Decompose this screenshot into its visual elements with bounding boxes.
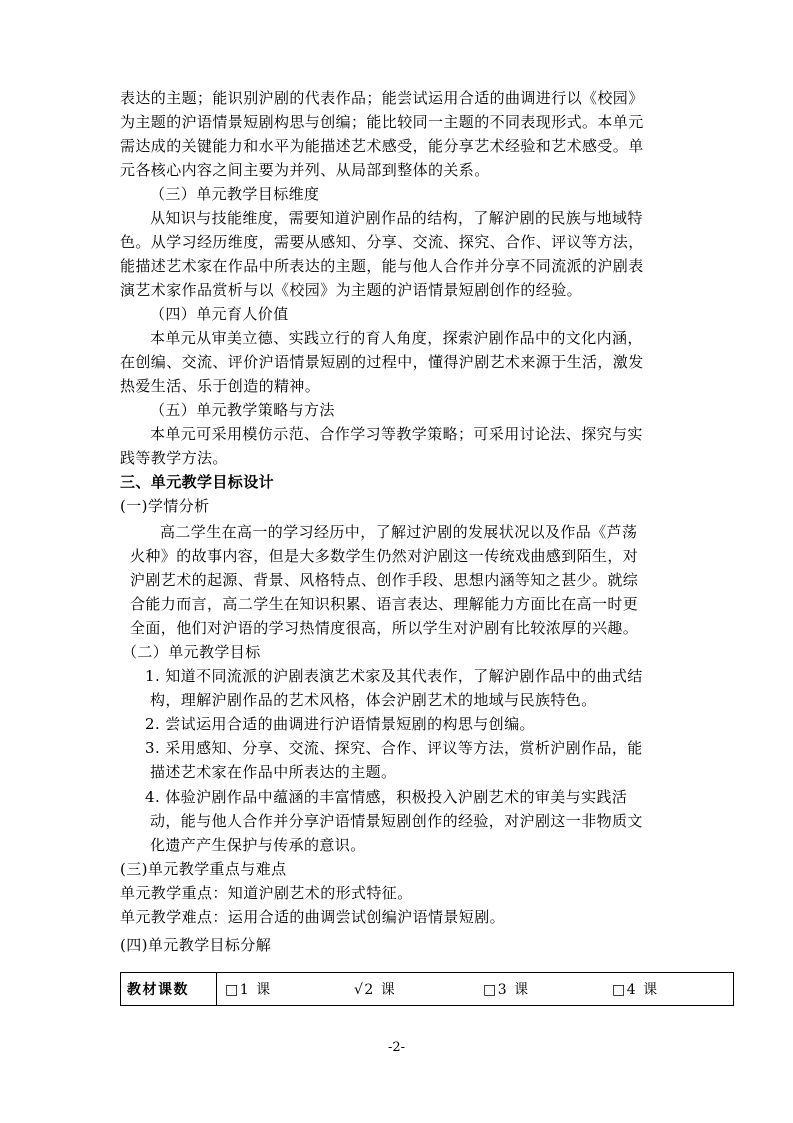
text-line: (四)单元教学目标分解 bbox=[120, 936, 272, 954]
text-line: 在创编、交流、评价沪语情景短剧的过程中，懂得沪剧艺术来源于生活，激发 bbox=[120, 353, 644, 371]
text-line: 单元教学难点：运用合适的曲调尝试创编沪语情景短剧。 bbox=[120, 908, 506, 926]
text-line: 践等教学方法。 bbox=[120, 449, 228, 467]
text-line: 2. 尝试运用合适的曲调进行沪语情景短剧的构思与创编。 bbox=[145, 715, 535, 733]
text-line: 沪剧艺术的起源、背景、风格特点、创作手段、思想内涵等知之甚少。就综 bbox=[130, 571, 639, 589]
text-line: 需达成的关键能力和水平为能描述艺术感受，能分享艺术经验和艺术感受。单 bbox=[120, 137, 644, 155]
text-line: 合能力而言，高二学生在知识积累、语言表达、理解能力方面比在高一时更 bbox=[130, 595, 639, 613]
text-line: 从知识与技能维度，需要知道沪剧作品的结构，了解沪剧的民族与地域特 bbox=[150, 209, 643, 227]
text-line: 元各核心内容之间主要为并列、从局部到整体的关系。 bbox=[120, 161, 490, 179]
text-line: 单元教学重点：知道沪剧艺术的形式特征。 bbox=[120, 884, 413, 902]
lesson-count-table bbox=[120, 972, 734, 1006]
text-line: 表达的主题；能识别沪剧的代表作品；能尝试运用合适的曲调进行以《校园》 bbox=[120, 89, 644, 107]
text-line: 4. 体验沪剧作品中蕴涵的丰富情感，积极投入沪剧艺术的审美与实践活 bbox=[145, 788, 628, 806]
text-line: 3. 采用感知、分享、交流、探究、合作、评议等方法，赏析沪剧作品，能 bbox=[145, 739, 643, 757]
text-line: （五）单元教学策略与方法 bbox=[150, 401, 335, 419]
text-line: （三）单元教学目标维度 bbox=[150, 185, 320, 203]
option-4-lessons: □4 课 bbox=[612, 982, 659, 998]
text-line: 火种》的故事内容，但是大多数学生仍然对沪剧这一传统戏曲感到陌生，对 bbox=[130, 547, 639, 565]
option-3-lessons: □3 课 bbox=[483, 982, 530, 998]
text-line: 本单元从审美立德、实践立行的育人角度，探索沪剧作品中的文化内涵， bbox=[150, 329, 643, 347]
text-line: (三)单元教学重点与难点 bbox=[120, 860, 287, 878]
text-line: 1. 知道不同流派的沪剧表演艺术家及其代表作，了解沪剧作品中的曲式结 bbox=[145, 667, 643, 685]
table-header-cell: 教材课数 bbox=[121, 973, 217, 1005]
text-line: 动，能与他人合作并分享沪语情景短剧创作的经验，对沪剧这一非物质文 bbox=[150, 812, 643, 830]
text-line: 三、单元教学目标设计 bbox=[120, 473, 275, 491]
text-line: 本单元可采用模仿示范、合作学习等教学策略；可采用讨论法、探究与实 bbox=[150, 425, 643, 443]
text-line: 为主题的沪语情景短剧构思与创编；能比较同一主题的不同表现形式。本单元 bbox=[120, 113, 644, 131]
text-line: 化遗产产生保护与传承的意识。 bbox=[150, 836, 366, 854]
text-line: 全面，他们对沪语的学习热情度很高，所以学生对沪剧有比较浓厚的兴趣。 bbox=[130, 619, 639, 637]
page-number: -2- bbox=[387, 1040, 406, 1055]
text-line: 能描述艺术家在作品中所表达的主题，能与他人合作并分享不同流派的沪剧表 bbox=[120, 257, 644, 275]
text-line: （二）单元教学目标 bbox=[122, 643, 261, 661]
option-1-lesson: □1 课 bbox=[225, 982, 272, 998]
option-2-lessons: √2 课 bbox=[354, 982, 397, 998]
text-line: 描述艺术家在作品中所表达的主题。 bbox=[150, 763, 397, 781]
text-line: 高二学生在高一的学习经历中，了解过沪剧的发展状况以及作品《芦荡 bbox=[160, 523, 638, 541]
text-line: 色。从学习经历维度，需要从感知、分享、交流、探究、合作、评议等方法， bbox=[120, 233, 644, 251]
text-line: 热爱生活、乐于创造的精神。 bbox=[120, 377, 321, 395]
text-line: 构，理解沪剧作品的艺术风格，体会沪剧艺术的地域与民族特色。 bbox=[150, 691, 597, 709]
text-line: (一)学情分析 bbox=[120, 497, 210, 515]
text-line: （四）单元育人价值 bbox=[150, 305, 289, 323]
text-line: 演艺术家作品赏析与以《校园》为主题的沪语情景短剧创作的经验。 bbox=[120, 281, 583, 299]
